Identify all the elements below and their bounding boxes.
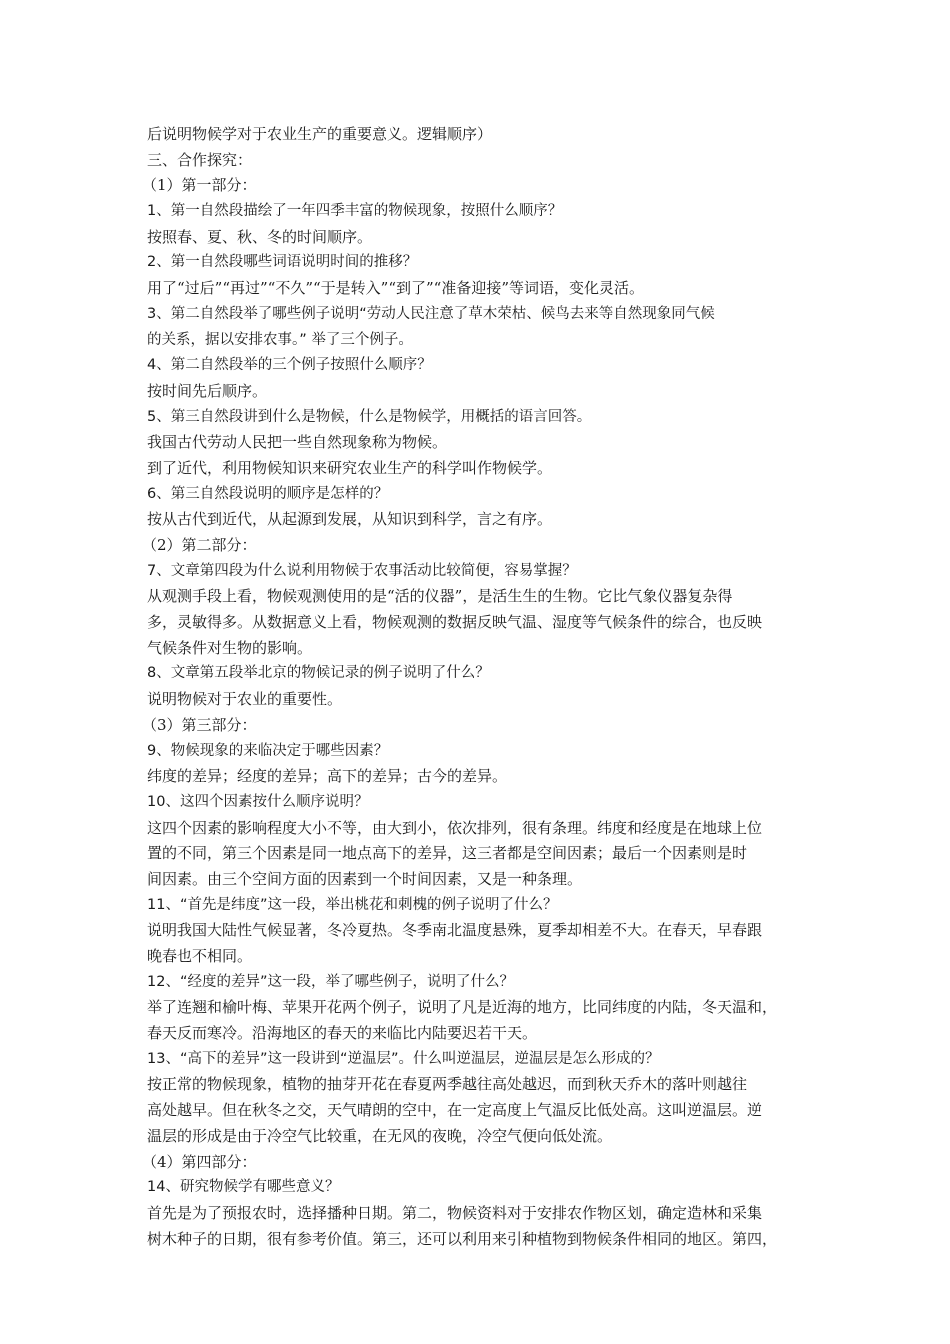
section-heading: （3）第三部分： <box>142 715 257 734</box>
answer-line: 这四个因素的影响程度大小不等，由大到小，依次排列，很有条理。纬度和经度是在地球上位 <box>147 818 763 837</box>
answer-line: 按照春、夏、秋、冬的时间顺序。 <box>147 227 373 246</box>
question-line: 9、物候现象的来临决定于哪些因素？ <box>147 742 389 759</box>
answer-line: 晚春也不相同。 <box>147 947 253 965</box>
answer-line: 树木种子的日期，很有参考价值。第三，还可以利用来引种植物到物候条件相同的地区。第四， <box>147 1229 778 1248</box>
answer-line: 置的不同，第三个因素是同一地点高下的差异，这三者都是空间因素；最后一个因素则是时 <box>147 844 748 863</box>
question-line: 13、“高下的差异”这一段讲到“逆温层”。什么叫逆温层，逆温层是怎么形成的？ <box>147 1050 660 1067</box>
answer-line: 说明我国大陆性气候显著，冬冷夏热。冬季南北温度悬殊，夏季却相差不大。在春天，早春跟 <box>147 921 763 940</box>
answer-line: 间因素。由三个空间方面的因素到一个时间因素，又是一种条理。 <box>147 869 583 888</box>
answer-line: 到了近代，利用物候知识来研究农业生产的科学叫作物候学。 <box>147 458 553 477</box>
answer-line: 按从古代到近代，从起源到发展，从知识到科学，言之有序。 <box>147 510 553 529</box>
answer-line: 我国古代劳动人民把一些自然现象称为物候。 <box>147 433 448 452</box>
answer-line: 春天反而寒冷。沿海地区的春天的来临比内陆要迟若干天。 <box>147 1024 538 1043</box>
section-heading: （1）第一部分： <box>142 176 257 195</box>
answer-line: 气候条件对生物的影响。 <box>147 638 313 657</box>
question-line: 6、第三自然段说明的顺序是怎样的？ <box>147 485 389 502</box>
question-line: 10、这四个因素按什么顺序说明？ <box>147 793 369 810</box>
section-title: 三、合作探究： <box>147 150 253 169</box>
question-line: 8、文章第五段举北京的物候记录的例子说明了什么？ <box>147 665 490 682</box>
question-line: 11、“首先是纬度”这一段，举出桃花和刺槐的例子说明了什么？ <box>147 896 558 913</box>
question-line: 的关系，据以安排农事。” 举了三个例子。 <box>147 331 413 348</box>
section-heading: （4）第四部分： <box>142 1152 257 1171</box>
answer-line: 纬度的差异；经度的差异；高下的差异；古今的差异。 <box>147 767 508 786</box>
answer-line: 从观测手段上看，物候观测使用的是“活的仪器”，是活生生的生物。它比气象仪器复杂得 <box>147 587 733 606</box>
document-body <box>142 122 813 1252</box>
question-line: 5、第三自然段讲到什么是物候，什么是物候学，用概括的语言回答。 <box>147 408 592 425</box>
question-line: 4、第二自然段举的三个例子按照什么顺序？ <box>147 357 432 374</box>
question-line: 7、文章第四段为什么说利用物候于农事活动比较简便，容易掌握？ <box>147 562 577 579</box>
section-heading: （2）第二部分： <box>142 536 257 554</box>
question-line: 3、第二自然段举了哪些例子说明“劳动人民注意了草木荣枯、候鸟去来等自然现象同气候 <box>147 305 715 322</box>
answer-line: 后说明物候学对于农业生产的重要意义。逻辑顺序） <box>147 125 493 143</box>
answer-line: 说明物候对于农业的重要性。 <box>147 690 343 709</box>
answer-line: 举了连翘和榆叶梅、苹果开花两个例子，说明了凡是近海的地方，比同纬度的内陆，冬天温和， <box>147 998 778 1017</box>
answer-line: 多，灵敏得多。从数据意义上看，物候观测的数据反映气温、湿度等气候条件的综合，也反映 <box>147 613 763 632</box>
answer-line: 首先是为了预报农时，选择播种日期。第二，物候资料对于安排农作物区划，确定造林和采集 <box>147 1203 763 1222</box>
answer-line: 按时间先后顺序。 <box>147 381 268 400</box>
question-line: 1、第一自然段描绘了一年四季丰富的物候现象，按照什么顺序？ <box>147 203 563 220</box>
question-line: 14、研究物候学有哪些意义？ <box>147 1179 340 1196</box>
answer-line: 按正常的物候现象，植物的抽芽开花在春夏两季越往高处越迟，而到秋天乔木的落叶则越往 <box>147 1075 748 1094</box>
answer-line: 高处越早。但在秋冬之交，天气晴朗的空中，在一定高度上气温反比低处高。这叫逆温层。逆 <box>147 1101 763 1120</box>
answer-line: 温层的形成是由于冷空气比较重，在无风的夜晚，冷空气便向低处流。 <box>147 1126 613 1145</box>
question-line: 12、“经度的差异”这一段，举了哪些例子，说明了什么？ <box>147 973 514 990</box>
answer-line: 用了“过后”“再过”“不久”“于是转入”“到了”“准备迎接”等词语，变化灵活。 <box>147 279 645 298</box>
question-line: 2、第一自然段哪些词语说明时间的推移？ <box>147 254 418 271</box>
